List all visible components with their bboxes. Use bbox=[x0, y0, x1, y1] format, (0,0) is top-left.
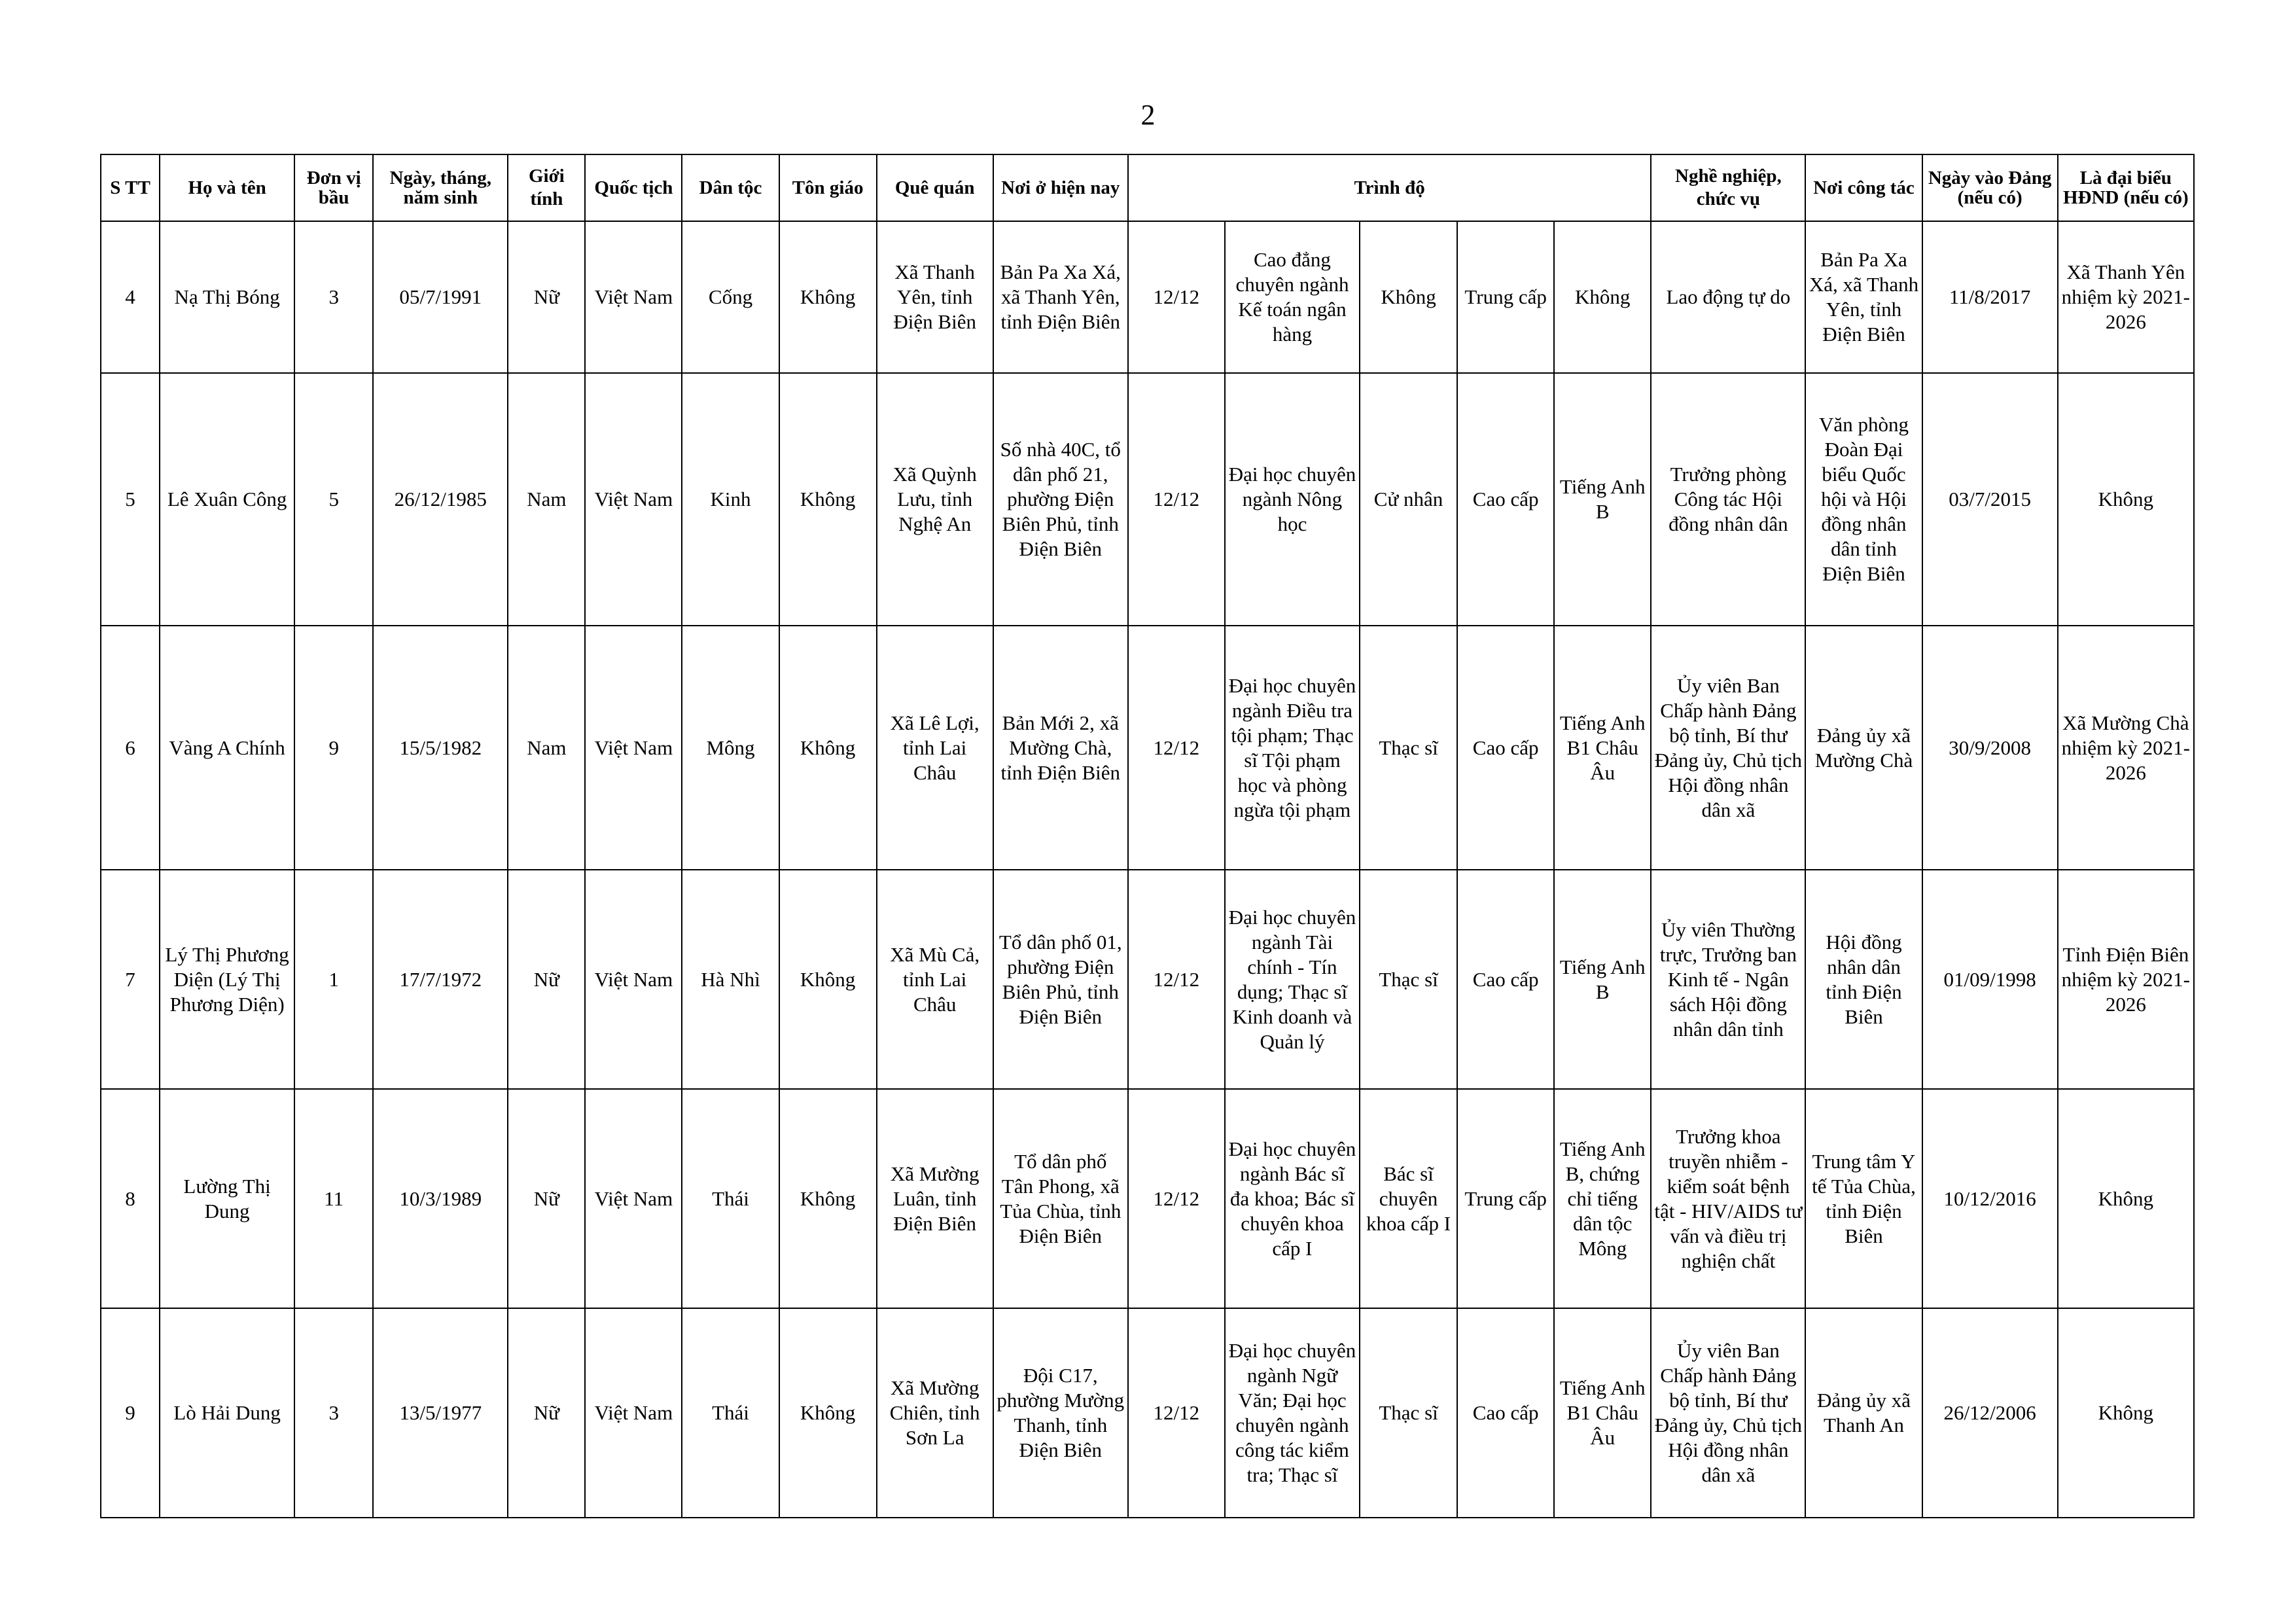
cell-workplace: Trung tâm Y tế Tủa Chùa, tỉnh Điện Biên bbox=[1805, 1089, 1922, 1308]
cell-nationality: Việt Nam bbox=[585, 373, 682, 626]
cell-professional-education: Đại học chuyên ngành Bác sĩ đa khoa; Bác sĩ chuyên khoa cấp I bbox=[1225, 1089, 1360, 1308]
cell-unit: 5 bbox=[294, 373, 373, 626]
cell-workplace: Đảng ủy xã Mường Chà bbox=[1805, 626, 1922, 870]
cell-unit: 3 bbox=[294, 221, 373, 373]
cell-workplace: Văn phòng Đoàn Đại biểu Quốc hội và Hội đồng nhân dân tỉnh Điện Biên bbox=[1805, 373, 1922, 626]
cell-academic-degree: Thạc sĩ bbox=[1360, 626, 1457, 870]
cell-political-theory: Trung cấp bbox=[1457, 1089, 1554, 1308]
cell-general-education: 12/12 bbox=[1128, 626, 1225, 870]
header-education: Trình độ bbox=[1128, 154, 1651, 221]
cell-party-date: 26/12/2006 bbox=[1922, 1308, 2058, 1518]
cell-unit: 9 bbox=[294, 626, 373, 870]
cell-unit: 3 bbox=[294, 1308, 373, 1518]
cell-ethnicity: Kinh bbox=[682, 373, 779, 626]
header-party-date: Ngày vào Đảng (nếu có) bbox=[1922, 154, 2058, 221]
cell-gender: Nữ bbox=[508, 1308, 585, 1518]
cell-ethnicity: Cống bbox=[682, 221, 779, 373]
cell-political-theory: Trung cấp bbox=[1457, 221, 1554, 373]
cell-academic-degree: Thạc sĩ bbox=[1360, 1308, 1457, 1518]
cell-party-date: 10/12/2016 bbox=[1922, 1089, 2058, 1308]
cell-political-theory: Cao cấp bbox=[1457, 626, 1554, 870]
cell-gender: Nam bbox=[508, 626, 585, 870]
cell-religion: Không bbox=[779, 1308, 877, 1518]
header-council: Là đại biểu HĐND (nếu có) bbox=[2058, 154, 2194, 221]
cell-political-theory: Cao cấp bbox=[1457, 1308, 1554, 1518]
cell-party-date: 01/09/1998 bbox=[1922, 870, 2058, 1089]
cell-professional-education: Đại học chuyên ngành Ngữ Văn; Đại học chuyên ngành công tác kiểm tra; Thạc sĩ bbox=[1225, 1308, 1360, 1518]
cell-gender: Nữ bbox=[508, 1089, 585, 1308]
cell-occupation: Trưởng phòng Công tác Hội đồng nhân dân bbox=[1651, 373, 1805, 626]
cell-hometown: Xã Thanh Yên, tỉnh Điện Biên bbox=[877, 221, 993, 373]
cell-occupation: Ủy viên Ban Chấp hành Đảng bộ tỉnh, Bí thư Đảng ủy, Chủ tịch Hội đồng nhân dân xã bbox=[1651, 626, 1805, 870]
cell-language: Tiếng Anh B bbox=[1554, 373, 1651, 626]
cell-name: Vàng A Chính bbox=[160, 626, 294, 870]
cell-occupation: Ủy viên Thường trực, Trưởng ban Kinh tế - Ngân sách Hội đồng nhân dân tỉnh bbox=[1651, 870, 1805, 1089]
cell-general-education: 12/12 bbox=[1128, 1089, 1225, 1308]
header-gender: Giới tính bbox=[508, 154, 585, 221]
header-nationality: Quốc tịch bbox=[585, 154, 682, 221]
cell-dob: 15/5/1982 bbox=[373, 626, 508, 870]
table-header-row bbox=[101, 154, 2194, 221]
table-row bbox=[101, 1308, 2194, 1518]
cell-stt: 8 bbox=[101, 1089, 160, 1308]
cell-gender: Nam bbox=[508, 373, 585, 626]
cell-council: Xã Mường Chà nhiệm kỳ 2021-2026 bbox=[2058, 626, 2194, 870]
cell-residence: Số nhà 40C, tổ dân phố 21, phường Điện Biên Phủ, tỉnh Điện Biên bbox=[993, 373, 1128, 626]
header-religion: Tôn giáo bbox=[779, 154, 877, 221]
cell-stt: 9 bbox=[101, 1308, 160, 1518]
cell-council: Tỉnh Điện Biên nhiệm kỳ 2021-2026 bbox=[2058, 870, 2194, 1089]
cell-hometown: Xã Mù Cả, tỉnh Lai Châu bbox=[877, 870, 993, 1089]
cell-political-theory: Cao cấp bbox=[1457, 870, 1554, 1089]
cell-residence: Tổ dân phố 01, phường Điện Biên Phủ, tỉnh Điện Biên bbox=[993, 870, 1128, 1089]
cell-academic-degree: Bác sĩ chuyên khoa cấp I bbox=[1360, 1089, 1457, 1308]
table-row bbox=[101, 626, 2194, 870]
cell-stt: 6 bbox=[101, 626, 160, 870]
cell-political-theory: Cao cấp bbox=[1457, 373, 1554, 626]
cell-language: Tiếng Anh B1 Châu Âu bbox=[1554, 626, 1651, 870]
cell-nationality: Việt Nam bbox=[585, 1308, 682, 1518]
cell-general-education: 12/12 bbox=[1128, 373, 1225, 626]
cell-dob: 05/7/1991 bbox=[373, 221, 508, 373]
table-row bbox=[101, 221, 2194, 373]
cell-ethnicity: Thái bbox=[682, 1089, 779, 1308]
cell-academic-degree: Thạc sĩ bbox=[1360, 870, 1457, 1089]
page-number: 2 bbox=[1140, 99, 1156, 131]
header-stt: S TT bbox=[101, 154, 160, 221]
cell-residence: Tổ dân phố Tân Phong, xã Tủa Chùa, tỉnh Điện Biên bbox=[993, 1089, 1128, 1308]
cell-language: Tiếng Anh B, chứng chỉ tiếng dân tộc Mông bbox=[1554, 1089, 1651, 1308]
cell-workplace: Đảng ủy xã Thanh An bbox=[1805, 1308, 1922, 1518]
cell-residence: Đội C17, phường Mường Thanh, tỉnh Điện Biên bbox=[993, 1308, 1128, 1518]
table-row bbox=[101, 870, 2194, 1089]
header-residence: Nơi ở hiện nay bbox=[993, 154, 1128, 221]
table-row bbox=[101, 373, 2194, 626]
cell-general-education: 12/12 bbox=[1128, 870, 1225, 1089]
cell-religion: Không bbox=[779, 221, 877, 373]
header-name: Họ và tên bbox=[160, 154, 294, 221]
cell-gender: Nữ bbox=[508, 870, 585, 1089]
cell-workplace: Hội đồng nhân dân tỉnh Điện Biên bbox=[1805, 870, 1922, 1089]
cell-party-date: 03/7/2015 bbox=[1922, 373, 2058, 626]
cell-council: Xã Thanh Yên nhiệm kỳ 2021-2026 bbox=[2058, 221, 2194, 373]
cell-professional-education: Đại học chuyên ngành Điều tra tội phạm; Thạc sĩ Tội phạm học và phòng ngừa tội phạm bbox=[1225, 626, 1360, 870]
cell-religion: Không bbox=[779, 870, 877, 1089]
cell-dob: 10/3/1989 bbox=[373, 1089, 508, 1308]
cell-name: Lê Xuân Công bbox=[160, 373, 294, 626]
header-workplace: Nơi công tác bbox=[1805, 154, 1922, 221]
cell-academic-degree: Không bbox=[1360, 221, 1457, 373]
cell-ethnicity: Thái bbox=[682, 1308, 779, 1518]
cell-name: Lường Thị Dung bbox=[160, 1089, 294, 1308]
cell-stt: 4 bbox=[101, 221, 160, 373]
cell-stt: 7 bbox=[101, 870, 160, 1089]
header-occupation: Nghề nghiệp, chức vụ bbox=[1651, 154, 1805, 221]
cell-professional-education: Đại học chuyên ngành Tài chính - Tín dụng; Thạc sĩ Kinh doanh và Quản lý bbox=[1225, 870, 1360, 1089]
cell-professional-education: Đại học chuyên ngành Nông học bbox=[1225, 373, 1360, 626]
cell-council: Không bbox=[2058, 1089, 2194, 1308]
cell-language: Tiếng Anh B1 Châu Âu bbox=[1554, 1308, 1651, 1518]
cell-ethnicity: Hà Nhì bbox=[682, 870, 779, 1089]
cell-occupation: Lao động tự do bbox=[1651, 221, 1805, 373]
cell-council: Không bbox=[2058, 373, 2194, 626]
cell-dob: 13/5/1977 bbox=[373, 1308, 508, 1518]
cell-council: Không bbox=[2058, 1308, 2194, 1518]
candidate-table bbox=[100, 154, 2195, 1518]
cell-hometown: Xã Mường Chiên, tỉnh Sơn La bbox=[877, 1308, 993, 1518]
cell-dob: 26/12/1985 bbox=[373, 373, 508, 626]
cell-occupation: Ủy viên Ban Chấp hành Đảng bộ tỉnh, Bí thư Đảng ủy, Chủ tịch Hội đồng nhân dân xã bbox=[1651, 1308, 1805, 1518]
cell-nationality: Việt Nam bbox=[585, 626, 682, 870]
cell-unit: 11 bbox=[294, 1089, 373, 1308]
cell-language: Không bbox=[1554, 221, 1651, 373]
table-row bbox=[101, 1089, 2194, 1308]
cell-hometown: Xã Quỳnh Lưu, tỉnh Nghệ An bbox=[877, 373, 993, 626]
cell-hometown: Xã Lê Lợi, tỉnh Lai Châu bbox=[877, 626, 993, 870]
cell-nationality: Việt Nam bbox=[585, 1089, 682, 1308]
cell-hometown: Xã Mường Luân, tỉnh Điện Biên bbox=[877, 1089, 993, 1308]
cell-nationality: Việt Nam bbox=[585, 870, 682, 1089]
cell-nationality: Việt Nam bbox=[585, 221, 682, 373]
cell-dob: 17/7/1972 bbox=[373, 870, 508, 1089]
cell-residence: Bản Pa Xa Xá, xã Thanh Yên, tỉnh Điện Biên bbox=[993, 221, 1128, 373]
cell-religion: Không bbox=[779, 1089, 877, 1308]
cell-name: Nạ Thị Bóng bbox=[160, 221, 294, 373]
cell-workplace: Bản Pa Xa Xá, xã Thanh Yên, tỉnh Điện Biên bbox=[1805, 221, 1922, 373]
cell-unit: 1 bbox=[294, 870, 373, 1089]
header-unit: Đơn vị bầu bbox=[294, 154, 373, 221]
cell-name: Lý Thị Phương Diện (Lý Thị Phương Diện) bbox=[160, 870, 294, 1089]
cell-religion: Không bbox=[779, 626, 877, 870]
cell-name: Lò Hải Dung bbox=[160, 1308, 294, 1518]
cell-general-education: 12/12 bbox=[1128, 1308, 1225, 1518]
cell-party-date: 30/9/2008 bbox=[1922, 626, 2058, 870]
cell-party-date: 11/8/2017 bbox=[1922, 221, 2058, 373]
cell-professional-education: Cao đẳng chuyên ngành Kế toán ngân hàng bbox=[1225, 221, 1360, 373]
cell-stt: 5 bbox=[101, 373, 160, 626]
cell-academic-degree: Cử nhân bbox=[1360, 373, 1457, 626]
cell-language: Tiếng Anh B bbox=[1554, 870, 1651, 1089]
header-dob: Ngày, tháng, năm sinh bbox=[373, 154, 508, 221]
header-hometown: Quê quán bbox=[877, 154, 993, 221]
cell-residence: Bản Mới 2, xã Mường Chà, tỉnh Điện Biên bbox=[993, 626, 1128, 870]
cell-ethnicity: Mông bbox=[682, 626, 779, 870]
cell-religion: Không bbox=[779, 373, 877, 626]
cell-general-education: 12/12 bbox=[1128, 221, 1225, 373]
cell-gender: Nữ bbox=[508, 221, 585, 373]
cell-occupation: Trưởng khoa truyền nhiễm - kiểm soát bệnh tật - HIV/AIDS tư vấn và điều trị nghiện chất bbox=[1651, 1089, 1805, 1308]
header-ethnicity: Dân tộc bbox=[682, 154, 779, 221]
